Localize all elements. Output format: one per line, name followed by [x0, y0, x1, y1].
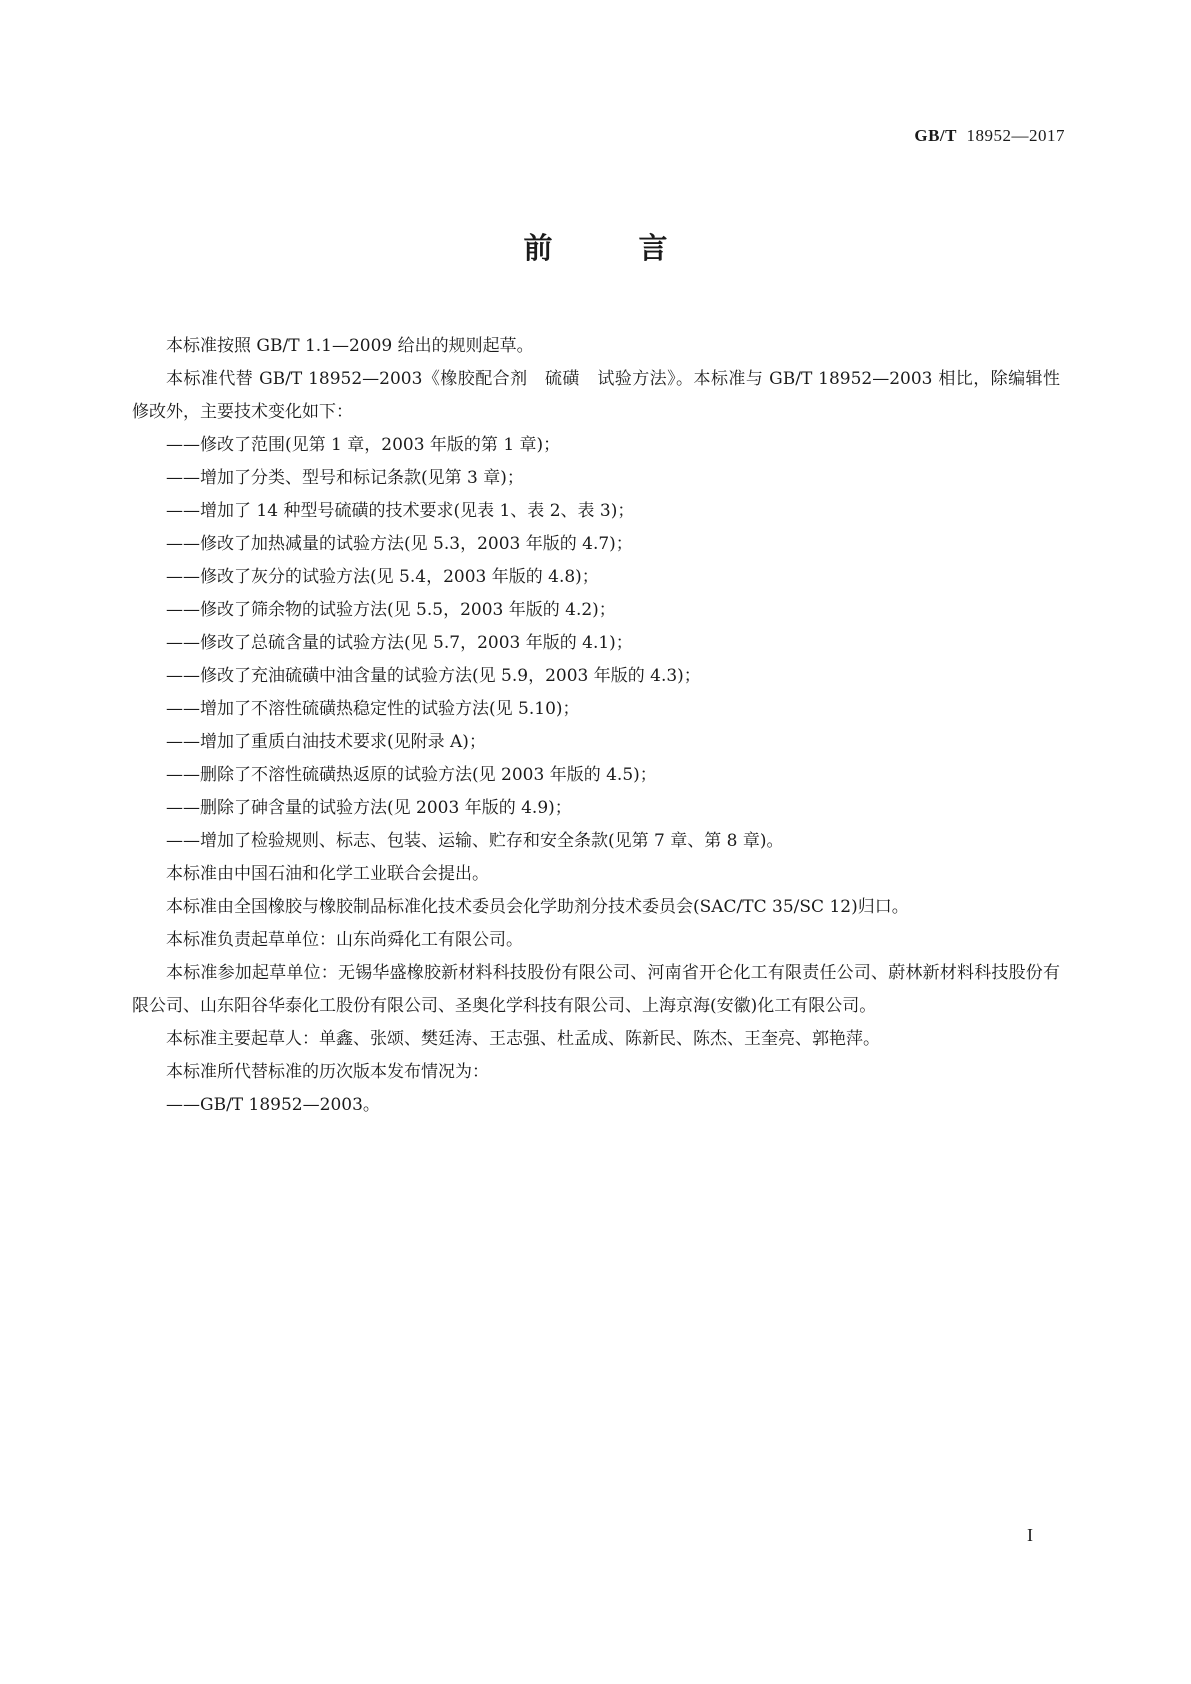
list-item: ——修改了充油硫磺中油含量的试验方法(见 5.9，2003 年版的 4.3)；: [166, 666, 701, 686]
foreword-body: [132, 330, 1060, 1122]
list-item: ——增加了 14 种型号硫磺的技术要求(见表 1、表 2、表 3)；: [166, 501, 635, 521]
list-item: ——修改了总硫含量的试验方法(见 5.7，2003 年版的 4.1)；: [166, 633, 633, 653]
page-number: I: [1027, 1525, 1033, 1545]
paragraph: 本标准所代替标准的历次版本发布情况为：: [166, 1062, 489, 1082]
paragraph: 本标准按照 GB/T 1.1—2009 给出的规则起草。: [166, 336, 534, 356]
list-item: ——增加了不溶性硫磺热稳定性的试验方法(见 5.10)；: [166, 699, 580, 719]
page-title: 前 言: [523, 231, 706, 265]
paragraph: 本标准由中国石油和化学工业联合会提出。: [166, 864, 489, 884]
list-item: ——修改了范围(见第 1 章，2003 年版的第 1 章)；: [166, 435, 561, 455]
list-item: ——增加了检验规则、标志、包装、运输、贮存和安全条款(见第 7 章、第 8 章)。: [166, 831, 784, 851]
paragraph: 本标准代替 GB/T 18952—2003《橡胶配合剂 硫磺 试验方法》。本标准与 GB/T 18952—2003 相比，除编辑性修改外，主要技术变化如下：: [132, 369, 1060, 422]
paragraph: 本标准主要起草人：单鑫、张颂、樊廷涛、王志强、杜孟成、陈新民、陈杰、王奎亮、郭艳萍。: [166, 1029, 880, 1049]
list-item: ——增加了重质白油技术要求(见附录 A)；: [166, 732, 486, 752]
paragraph: 本标准参加起草单位：无锡华盛橡胶新材料科技股份有限公司、河南省开仑化工有限责任公司、蔚林新材料科技股份有限公司、山东阳谷华泰化工股份有限公司、圣奥化学科技有限公司、上海京海(安徽)化工有限公司。: [132, 963, 1060, 1016]
list-item: ——删除了砷含量的试验方法(见 2003 年版的 4.9)；: [166, 798, 572, 818]
standard-number: [914, 126, 1065, 146]
paragraph: 本标准负责起草单位：山东尚舜化工有限公司。: [166, 930, 523, 950]
list-item: ——GB/T 18952—2003。: [166, 1095, 380, 1115]
list-item: ——修改了加热减量的试验方法(见 5.3，2003 年版的 4.7)；: [166, 534, 633, 554]
standard-code: 18952—2017: [966, 126, 1065, 145]
paragraph: 本标准由全国橡胶与橡胶制品标准化技术委员会化学助剂分技术委员会(SAC/TC 35/SC 12)归口。: [166, 897, 909, 917]
list-item: ——增加了分类、型号和标记条款(见第 3 章)；: [166, 468, 524, 488]
list-item: ——修改了筛余物的试验方法(见 5.5，2003 年版的 4.2)；: [166, 600, 616, 620]
list-item: ——修改了灰分的试验方法(见 5.4，2003 年版的 4.8)；: [166, 567, 599, 587]
list-item: ——删除了不溶性硫磺热返原的试验方法(见 2003 年版的 4.5)；: [166, 765, 657, 785]
standard-prefix: GB/T: [914, 126, 957, 145]
